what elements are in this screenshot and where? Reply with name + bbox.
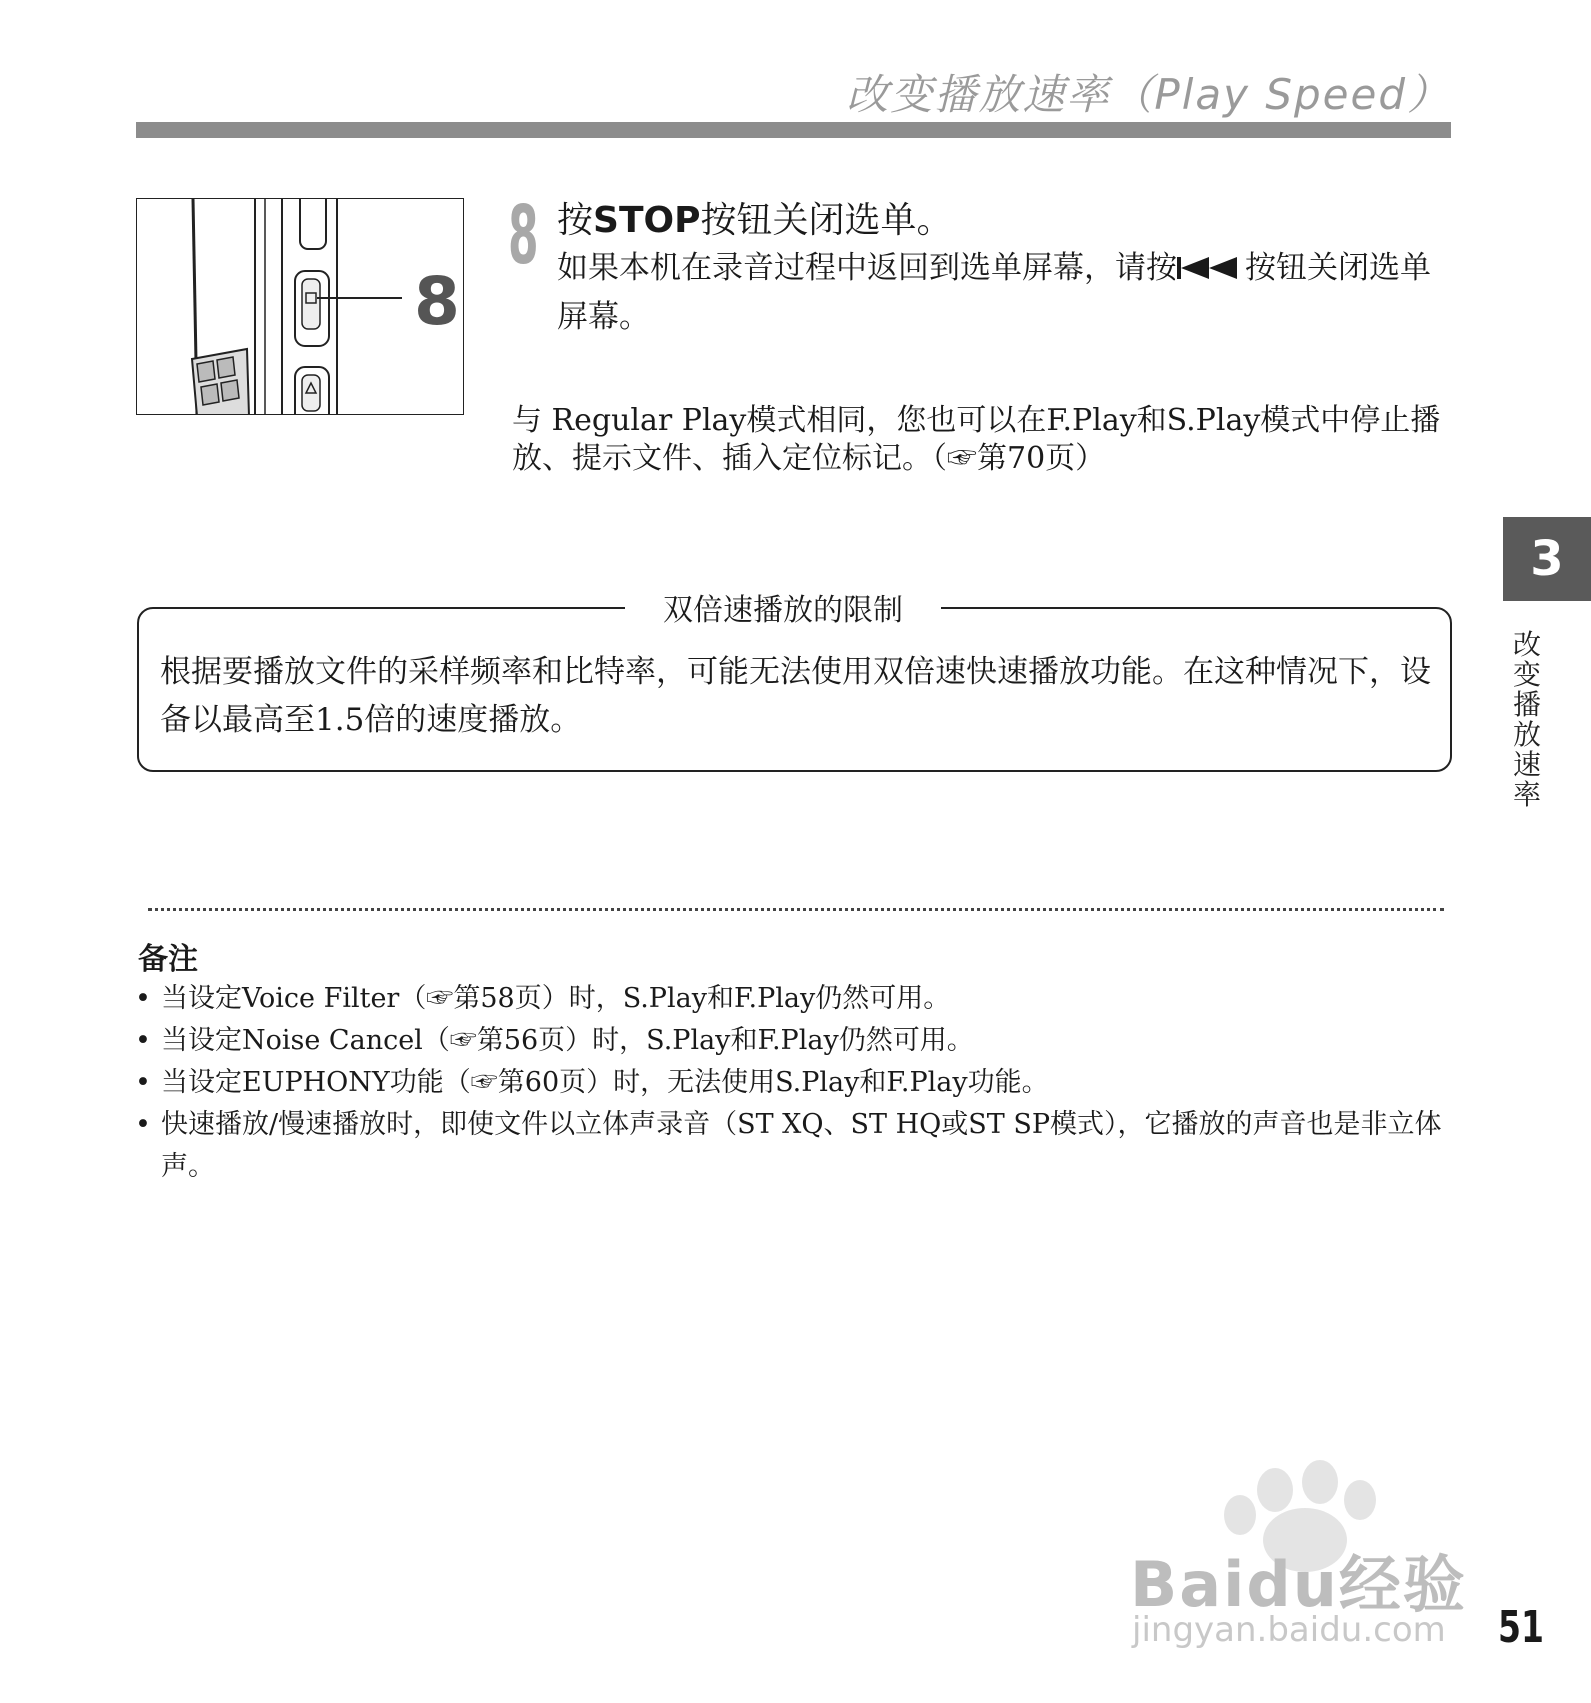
device-illustration — [136, 198, 464, 415]
notes-divider — [148, 908, 1444, 911]
watermark-brand: Baidu经验 — [1130, 1548, 1467, 1621]
note-item: • 当设定EUPHONY功能（☞第60页）时，无法使用S.Play和F.Play功能。 — [135, 1062, 1455, 1104]
note-item: • 当设定Noise Cancel（☞第56页）时，S.Play和F.Play仍然可用。 — [135, 1020, 1455, 1062]
notes-title: 备注 — [138, 942, 198, 977]
page-header-title: 改变播放速率（Play Speed） — [846, 70, 1451, 119]
chapter-tab: 3 — [1503, 517, 1591, 601]
play-mode-paragraph: 与 Regular Play模式相同，您也可以在F.Play和S.Play模式中停止播放、提示文件、插入定位标记。（☞第70页） — [512, 403, 1441, 476]
restriction-text: 根据要播放文件的采样频率和比特率，可能无法使用双倍速快速播放功能。在这种情况下，设备以最高至1.5倍的速度播放。 — [160, 654, 1431, 738]
rewind-icon — [1177, 248, 1245, 294]
note-item: • 快速播放/慢速播放时，即使文件以立体声录音（ST XQ、ST HQ或ST SP模式），它播放的声音也是非立体声。 — [135, 1104, 1455, 1188]
step-number: 8 — [508, 189, 539, 282]
chapter-side-label: 改 变 播 放 速 率 — [1512, 628, 1541, 811]
watermark-url: jingyan.baidu.com — [1132, 1610, 1446, 1650]
illustration-callout: 8 — [414, 263, 460, 340]
step-heading: 按STOP按钮关闭选单。 — [557, 200, 953, 241]
page-number: 51 — [1498, 1602, 1544, 1653]
notes-list — [135, 978, 1455, 1188]
step-body: 如果本机在录音过程中返回到选单屏幕，请按 按钮关闭选单屏幕。 — [557, 250, 1431, 335]
note-item: • 当设定Voice Filter（☞第58页）时，S.Play和F.Play仍然可用。 — [135, 978, 1455, 1020]
header-divider-bar — [136, 122, 1451, 138]
restriction-title: 双倍速播放的限制 — [625, 585, 941, 629]
